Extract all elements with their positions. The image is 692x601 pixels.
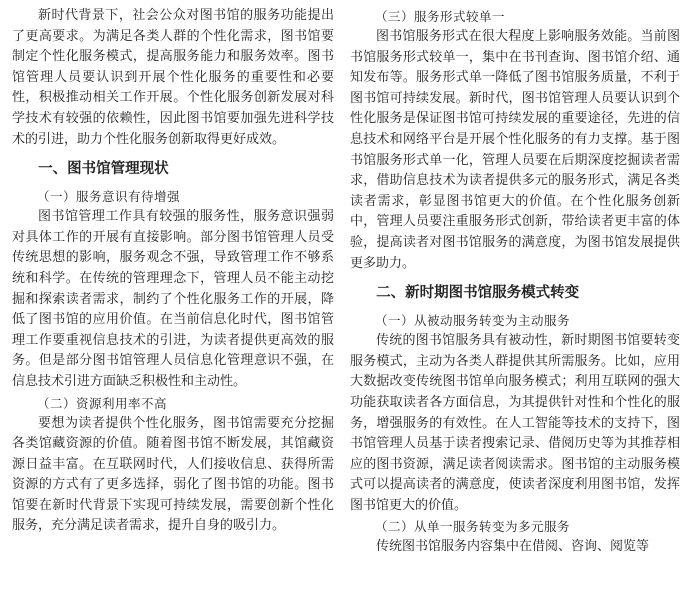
- section-heading-2: 二、新时期图书馆服务模式转变: [376, 285, 580, 302]
- subsection-heading-1-3: （三）服务形式较单一: [375, 9, 506, 24]
- paragraph-diverse-service: 传统图书馆服务内容集中在借阅、咨询、阅览等: [376, 539, 650, 555]
- paragraph-active-service: 传统的图书馆服务具有被动性，新时期图书馆要转变服务模式，主动为各类人群提供其所需服务。比如，应用大数据改变传统图书馆单向服务模式；利用互联网的强大功能获取读者各方面信息，为其提供针对性和个性化的服务，增强服务的有效性。在人工智能等技术的支持下，图书馆管理人员基于读者搜索记录、借阅历史等为其推荐相应的图书资源，满足读者阅读需求。图书馆的主动服务模式可以提高读者的满意度，使读者深度利用图书馆，发挥图书馆更大的价值。: [350, 333, 680, 513]
- paragraph-resource-utilization: 要想为读者提供个性化服务，图书馆需要充分挖掘各类馆藏资源的价值。随着图书馆不断发展，其馆藏资源日益丰富。在互联网时代，人们接收信息、获得所需资源的方式有了更多选择，弱化了图书馆的功能。图书馆要在新时代背景下实现可持续发展，需要创新个性化服务，充分满足读者需求，提升自身的吸引力。: [12, 415, 334, 534]
- section-heading-1: 一、图书馆管理现状: [38, 161, 169, 178]
- subsection-heading-1-2: （二）资源利用率不高: [37, 395, 168, 411]
- right-column: [350, 6, 680, 558]
- paragraph-service-awareness: 图书馆管理工作具有较强的服务性，服务意识强弱对具体工作的开展有直接影响。部分图书馆管理人员受传统思想的影响，服务观念不强，导致管理工作不够系统和科学。在传统的管理理念下，管理人员不能主动挖掘和探索读者需求，制约了个性化服务工作的开展，降低了图书馆的应用价值。在当前信息化时代，图书馆管理工作要重视信息技术的引进，为读者提供更高效的服务。但是部分图书馆管理人员信息化管理意识不强，在信息技术引进方面缺乏积极性和主动性。: [12, 209, 334, 389]
- paragraph-service-form: 图书馆服务形式在很大程度上影响服务效能。当前图书馆服务形式较单一，集中在书刊查询、图书馆介绍、通知发布等。服务形式单一降低了图书馆服务质量，不利于图书馆可持续发展。新时代，图书馆管理人员要认识到个性化服务是保证图书馆可持续发展的重要途径，先进的信息技术和网络平台是开展个性化服务的有力支撑。基于图书馆服务形式单一化，管理人员要在后期深度挖掘读者需求，借助信息技术为读者提供多元的服务形式，满足各类读者需求，彰显图书馆更大的价值。在个性化服务创新中，管理人员要注重服务形式创新，带给读者更丰富的体验，提高读者对图书馆服务的满意度，为图书馆发展提供更多助力。: [350, 29, 680, 271]
- intro-paragraph: 新时代背景下，社会公众对图书馆的服务功能提出了更高要求。为满足各类人群的个性化需求，图书馆要制定个性化服务模式，提高服务能力和服务效率。图书馆管理人员要认识到开展个性化服务的重要性和必要性，积极推动相关工作开展。个性化服务创新发展对科学技术有较强的依赖性，因此图书馆要加强先进科学技术的引进，助力个性化服务创新取得更好成效。: [12, 8, 334, 147]
- subsection-heading-2-2: （二）从单一服务转变为多元服务: [375, 519, 571, 535]
- subsection-heading-2-1: （一）从被动服务转变为主动服务: [375, 313, 571, 329]
- left-column: [12, 6, 334, 537]
- subsection-heading-1-1: （一）服务意识有待增强: [37, 189, 181, 205]
